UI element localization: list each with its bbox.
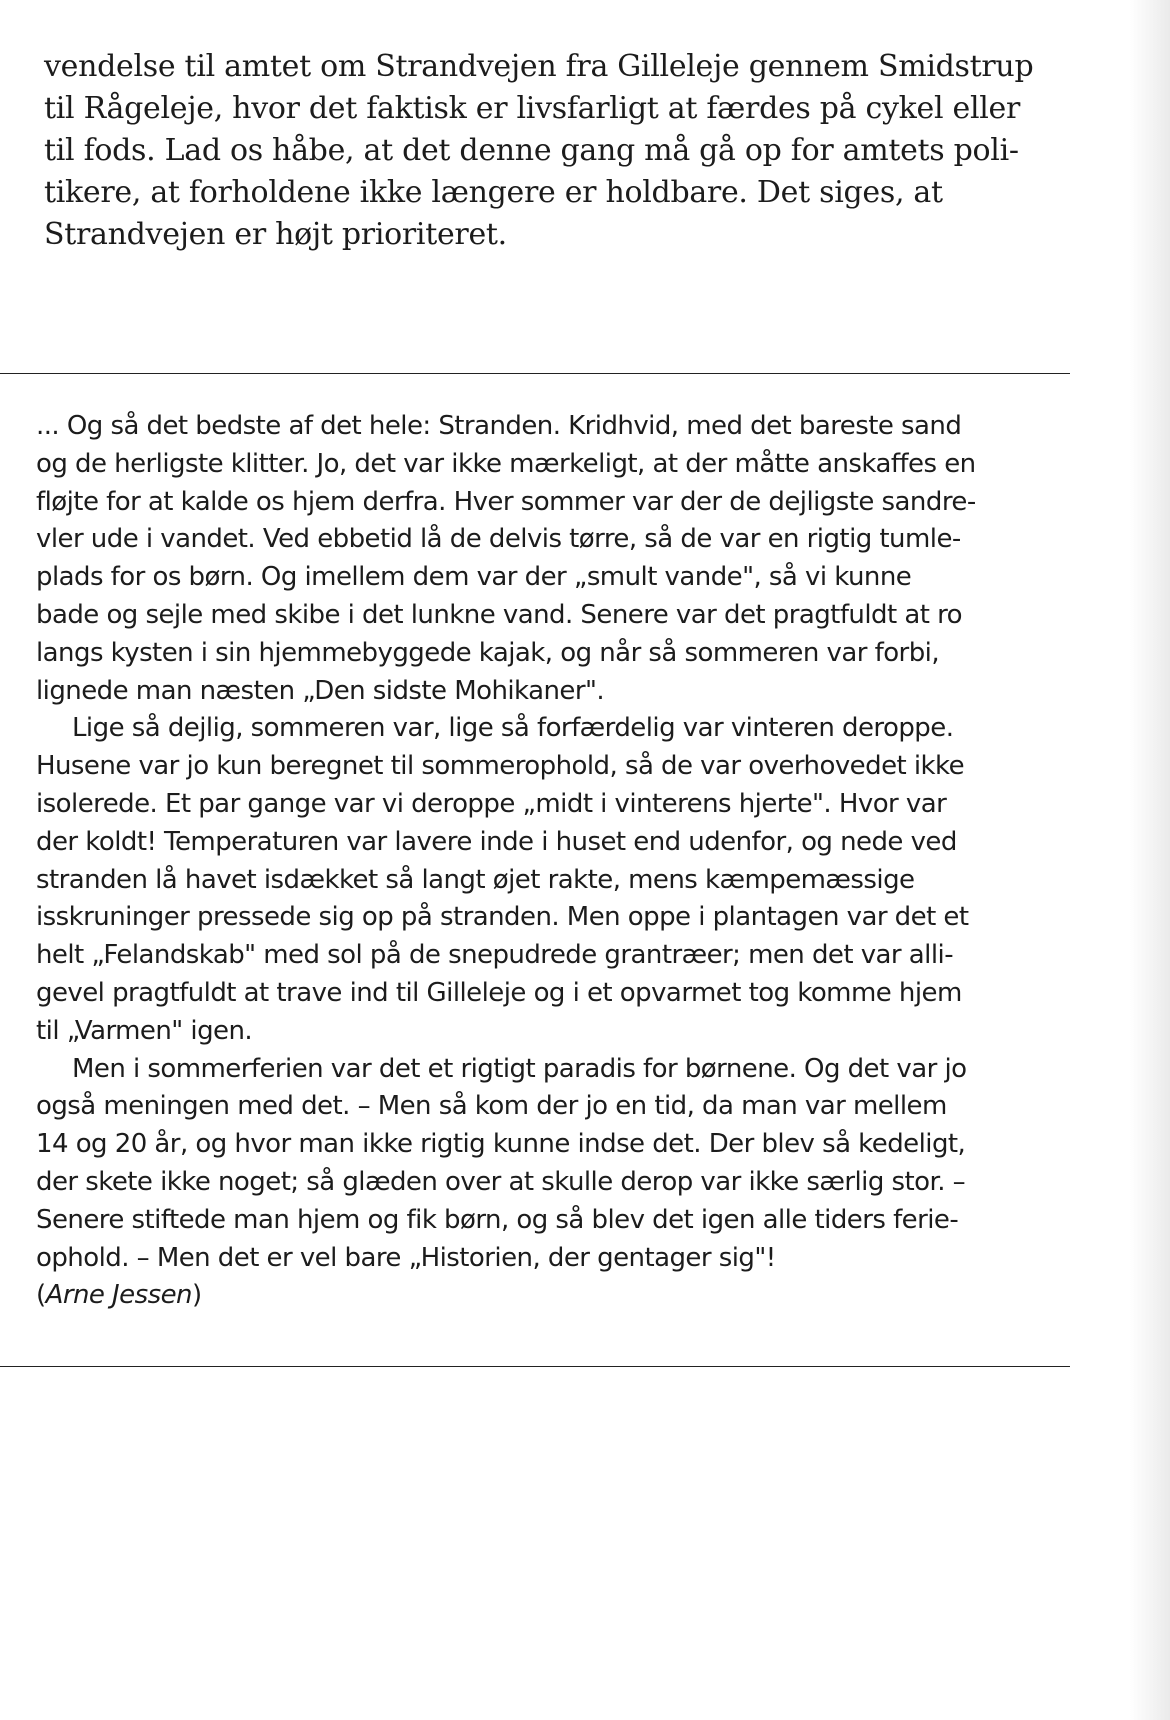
- text-line: 14 og 20 år, og hvor man ikke rigtig kunne indse det. Der blev så kedeligt,: [36, 1129, 966, 1160]
- paragraph-2: [36, 710, 1076, 1050]
- text-line: Lige så dejlig, sommeren var, lige så forfærdelig var vinteren deroppe.: [72, 713, 954, 744]
- text-line: stranden lå havet isdækket så langt øjet rakte, mens kæmpemæssige: [36, 864, 915, 895]
- text-line: helt „Felandskab" med sol på de snepudrede grantræer; men det var alli-: [36, 940, 954, 971]
- author-signature: [36, 1277, 1076, 1315]
- text-line: Men i sommerferien var det et rigtigt paradis for børnene. Og det var jo: [72, 1053, 967, 1084]
- text-line: og de herligste klitter. Jo, det var ikke mærkeligt, at der måtte anskaffes en: [36, 448, 976, 479]
- author-name: Arne Jessen: [45, 1280, 192, 1311]
- text-line: til „Varmen" igen.: [36, 1015, 253, 1046]
- text-line: der skete ikke noget; så glæden over at skulle derop var ikke særlig stor. –: [36, 1166, 966, 1197]
- text-line: Husene var jo kun beregnet til sommerophold, så de var overhovedet ikke: [36, 751, 965, 782]
- article-section: [36, 408, 1076, 1315]
- text-line: der koldt! Temperaturen var lavere inde i huset end udenfor, og nede ved: [36, 826, 957, 857]
- text-line: til Rågeleje, hvor det faktisk er livsfarligt at færdes på cykel eller: [44, 91, 1021, 126]
- text-line: Strandvejen er højt prioriteret.: [44, 217, 507, 252]
- section-divider: [0, 373, 1070, 374]
- paragraph-1: [36, 408, 1076, 710]
- text-line: gevel pragtfuldt at trave ind til Gilleleje og i et opvarmet tog komme hjem: [36, 977, 962, 1008]
- text-line: langs kysten i sin hjemmebyggede kajak, og når så sommeren var forbi,: [36, 637, 940, 668]
- section-divider: [0, 1366, 1070, 1367]
- author-paren-open: (: [36, 1280, 46, 1311]
- author-paren-close: ): [192, 1280, 202, 1311]
- text-line: ophold. – Men det er vel bare „Historien, der gentager sig"!: [36, 1242, 776, 1273]
- text-line: også meningen med det. – Men så kom der jo en tid, da man var mellem: [36, 1091, 947, 1122]
- text-line: Senere stiftede man hjem og fik børn, og så blev det igen alle tiders ferie-: [36, 1204, 959, 1235]
- text-line: vendelse til amtet om Strandvejen fra Gilleleje gennem Smidstrup: [44, 49, 1034, 84]
- text-line: isskruninger pressede sig op på stranden. Men oppe i plantagen var det et: [36, 902, 969, 933]
- text-line: isolerede. Et par gange var vi deroppe „midt i vinterens hjerte". Hvor var: [36, 788, 947, 819]
- top-paragraph: [44, 46, 1064, 256]
- text-line: til fods. Lad os håbe, at det denne gang må gå op for amtets poli-: [44, 133, 1019, 168]
- page-edge-shadow: [1130, 0, 1170, 1720]
- text-line: ... Og så det bedste af det hele: Stranden. Kridhvid, med det bareste sand: [36, 411, 962, 441]
- text-line: plads for os børn. Og imellem dem var der „smult vande", så vi kunne: [36, 562, 912, 593]
- text-line: bade og sejle med skibe i det lunkne vand. Senere var det pragtfuldt at ro: [36, 599, 963, 630]
- paragraph-3: [36, 1051, 1076, 1278]
- text-line: fløjte for at kalde os hjem derfra. Hver sommer var der de dejligste sandre-: [36, 486, 976, 517]
- text-line: lignede man næsten „Den sidste Mohikaner".: [36, 675, 605, 706]
- text-line: vler ude i vandet. Ved ebbetid lå de delvis tørre, så de var en rigtig tumle-: [36, 524, 961, 555]
- text-line: tikere, at forholdene ikke længere er holdbare. Det siges, at: [44, 175, 943, 210]
